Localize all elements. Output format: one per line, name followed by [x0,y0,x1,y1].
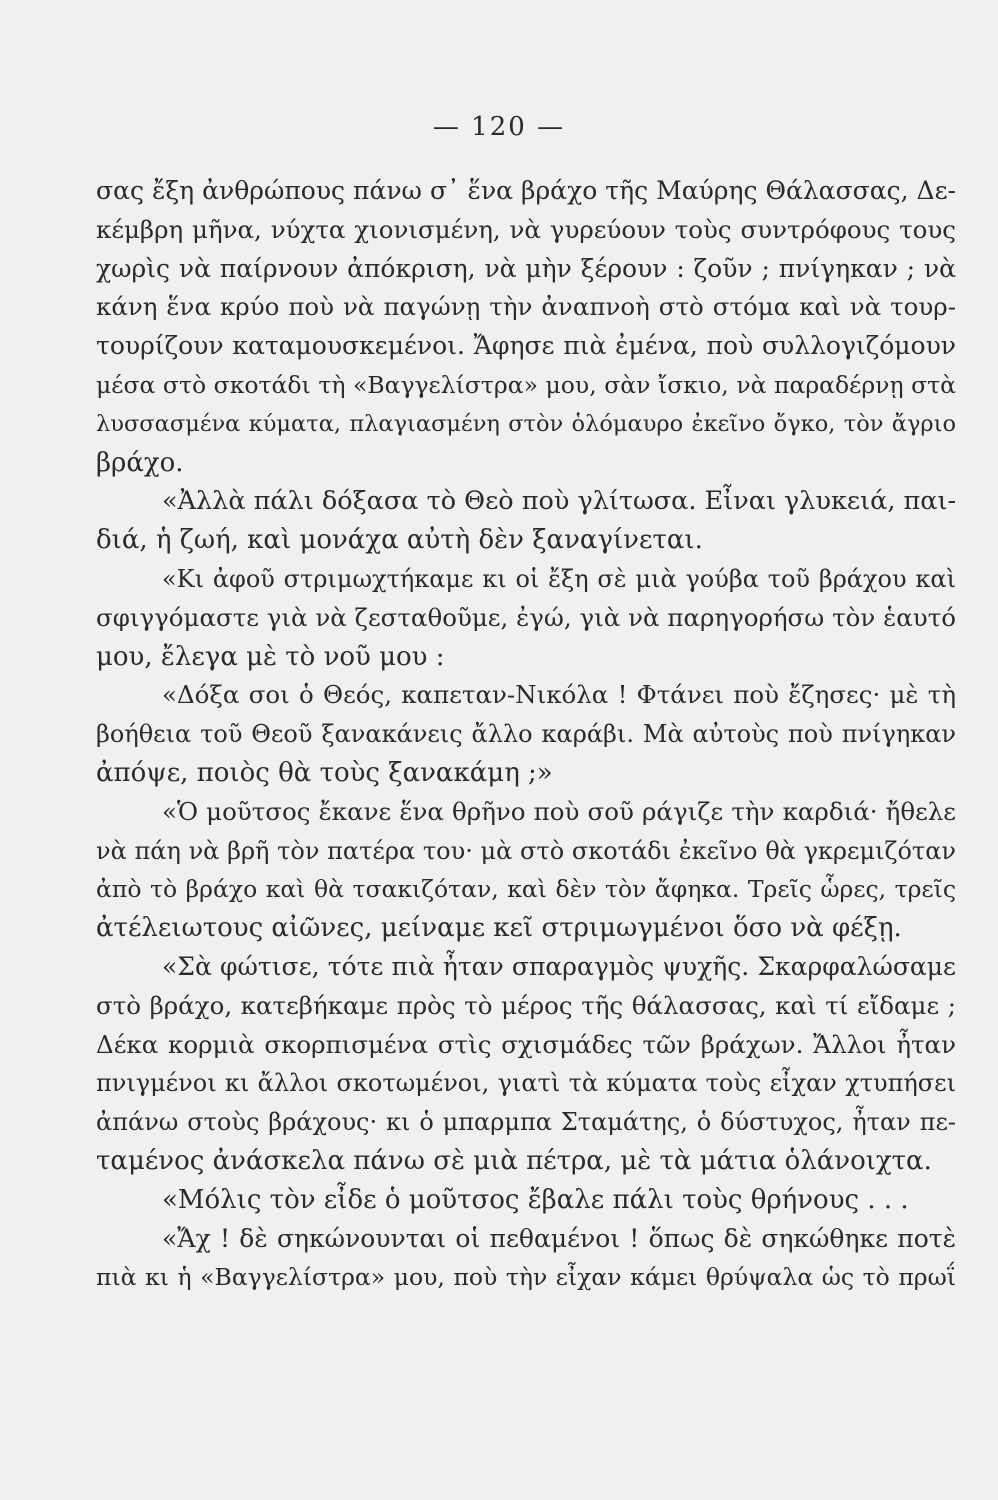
text-line: στὸ βράχο, κατεβήκαμε πρὸς τὸ μέρος τῆς θάλασσας, καὶ τί εἴδαμε ; [96,990,956,1020]
page-number: — 120 — [432,112,566,142]
text-line: «Δόξα σοι ὁ Θεός, καπεταν-Νικόλα ! Φτάνει ποὺ ἔζησες· μὲ τὴ [162,680,956,710]
text-line: χωρὶς νὰ παίρνουν ἀπόκριση, νὰ μὴν ξέρουν : ζοῦν ; πνίγηκαν ; νὰ [96,253,956,283]
text-line: ἀπόψε, ποιὸς θὰ τοὺς ξανακάμη ;» [96,757,553,788]
text-line: κέμβρη μῆνα, νύχτα χιονισμένη, νὰ γυρεύουν τοὺς συντρόφους τους [96,214,956,244]
text-line: «Ὁ μοῦτσος ἔκανε ἕνα θρῆνο ποὺ σοῦ ράγιζε τὴν καρδιά· ἤθελε [162,796,956,826]
text-line: κάνη ἕνα κρύο ποὺ νὰ παγώνῃ τὴν ἀναπνοὴ στὸ στόμα καὶ νὰ τουρ- [96,292,956,322]
text-line: Δέκα κορμιὰ σκορπισμένα στὶς σχισμάδες τῶν βράχων. Ἄλλοι ἦταν [96,1029,956,1059]
text-line: σας ἔξη ἀνθρώπους πάνω σ᾽ ἕνα βράχο τῆς Μαύρης Θάλασσας, Δε- [96,176,956,205]
text-line: ἀπάνω στοὺς βράχους· κι ὁ μπαρμπα Σταμάτης, ὁ δύστυχος, ἦταν πε- [96,1108,956,1137]
body-text [96,172,956,1297]
text-line: «Σὰ φώτισε, τότε πιὰ ἦταν σπαραγμὸς ψυχῆς. Σκαρφαλώσαμε [162,951,956,981]
text-line: μέσα στὸ σκοτάδι τὴ «Βαγγελίστρα» μου, σὰν ἴσκιο, νὰ παραδέρνῃ στὰ [96,370,956,399]
text-line: «Κι ἀφοῦ στριμωχτήκαμε κι οἱ ἔξη σὲ μιὰ γούβα τοῦ βράχου καὶ [162,564,956,593]
text-line: διά, ἡ ζωή, καὶ μονάχα αὐτὴ δὲν ξαναγίνεται. [96,525,703,556]
text-line: ἀτέλειωτους αἰῶνες, μείναμε κεῖ στριμωγμένοι ὅσο νὰ φέξῃ. [96,913,902,944]
text-line: βράχο. [96,447,184,478]
text-line: ἀπὸ τὸ βράχο καὶ θὰ τσακιζόταν, καὶ δὲν τὸν ἄφηκα. Τρεῖς ὧρες, τρεῖς [96,875,956,904]
text-line: πιὰ κι ἡ «Βαγγελίστρα» μου, ποὺ τὴν εἶχαν κάμει θρύψαλα ὡς τὸ πρωΐ [96,1263,956,1292]
text-line: «Μόλις τὸν εἶδε ὁ μοῦτσος ἔβαλε πάλι τοὺς θρήνους . . . [162,1184,909,1215]
text-line: σφιγγόμαστε γιὰ νὰ ζεσταθοῦμε, ἐγώ, γιὰ νὰ παρηγορήσω τὸν ἑαυτό [96,602,956,632]
text-line: πνιγμένοι κι ἄλλοι σκοτωμένοι, γιατὶ τὰ κύματα τοὺς εἶχαν χτυπήσει [96,1069,956,1098]
text-line: μου, ἔλεγα μὲ τὸ νοῦ μου : [96,641,445,672]
text-line: «Ἄχ ! δὲ σηκώνουνται οἱ πεθαμένοι ! ὅπως δὲ σηκώθηκε ποτὲ [162,1223,956,1253]
text-line: νὰ πάη νὰ βρῆ τὸν πατέρα του· μὰ στὸ σκοτάδι ἐκεῖνο θὰ γκρεμιζόταν [96,836,956,865]
text-line: βοήθεια τοῦ Θεοῦ ξανακάνεις ἄλλο καράβι. Μὰ αὐτοὺς ποὺ πνίγηκαν [96,720,956,749]
text-line: «Ἀλλὰ πάλι δόξασα τὸ Θεὸ ποὺ γλίτωσα. Εἶναι γλυκειά, παι- [162,486,957,517]
text-line: ταμένος ἀνάσκελα πάνω σὲ μιὰ πέτρα, μὲ τὰ μάτια ὁλάνοιχτα. [96,1145,932,1176]
text-line: λυσσασμένα κύματα, πλαγιασμένη στὸν ὁλόμαυρο ἐκεῖνο ὄγκο, τὸν ἄγριο [96,410,956,437]
text-line: τουρίζουν καταμουσκεμένοι. Ἄφησε πιὰ ἐμένα, ποὺ συλλογιζόμουν [96,331,956,361]
